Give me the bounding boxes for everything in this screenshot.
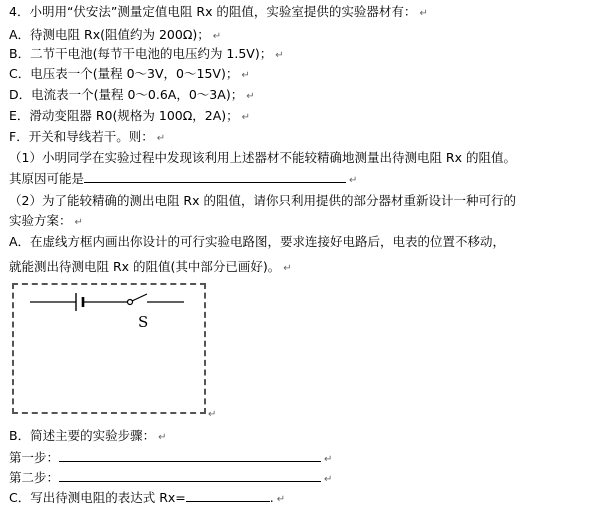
expression-line: C．写出待测电阻的表达式 Rx= . ↵ bbox=[9, 490, 286, 505]
item-c: C．电压表一个(量程 0～3V，0～15V)； ↵ bbox=[9, 66, 250, 81]
part-1-answer-line: 其原因可能是 ↵ bbox=[9, 171, 358, 186]
item-f: F．开关和导线若干。则： ↵ bbox=[9, 129, 166, 144]
paragraph-mark-icon: ↵ bbox=[158, 432, 167, 443]
item-b: B．二节干电池(每节干电池的电压约为 1.5V)； ↵ bbox=[9, 46, 284, 61]
part-1-question: （1）小明同学在实验过程中发现该利用上述器材不能较精确地测量出待测电阻 Rx 的阻值。 bbox=[9, 150, 516, 165]
paragraph-mark-icon: ↵ bbox=[156, 133, 166, 144]
circuit-diagram bbox=[12, 283, 222, 423]
part-2a-instruction: A．在虚线方框内画出你设计的可行实验电路图，要求连接好电路后，电表的位置不移动， bbox=[9, 234, 506, 249]
paragraph-mark-icon: ↵ bbox=[276, 494, 286, 505]
paragraph-mark-icon: ↵ bbox=[241, 112, 251, 123]
paragraph-mark-icon: ↵ bbox=[275, 50, 284, 61]
item-a: A．待测电阻 Rx(阻值约为 200Ω)； ↵ bbox=[9, 27, 222, 42]
step-2-line: 第二步： ↵ bbox=[9, 470, 333, 485]
answer-blank[interactable] bbox=[84, 170, 346, 183]
paragraph-mark-icon: ↵ bbox=[349, 175, 358, 186]
paragraph-mark-icon: ↵ bbox=[74, 217, 83, 228]
paragraph-mark-icon: ↵ bbox=[324, 474, 333, 485]
step-1-blank[interactable] bbox=[59, 449, 321, 462]
item-d: D．电流表一个(量程 0～0.6A，0～3A)； ↵ bbox=[9, 87, 255, 102]
part-2-question: （2）为了能较精确的测出电阻 Rx 的阻值，请你只利用提供的部分器材重新设计一种可行的 bbox=[9, 193, 516, 208]
part-2a-instruction-cont: 就能测出待测电阻 Rx 的阻值(其中部分已画好)。 ↵ bbox=[9, 259, 292, 274]
item-e: E．滑动变阻器 R0(规格为 100Ω，2A)； ↵ bbox=[9, 108, 251, 123]
paragraph-mark-icon: ↵ bbox=[241, 70, 250, 81]
question-title: 4．小明用“伏安法”测量定值电阻 Rx 的阻值，实验室提供的实验器材有： ↵ bbox=[9, 4, 428, 19]
switch-contact-left bbox=[128, 300, 133, 305]
step-1-line: 第一步： ↵ bbox=[9, 450, 333, 465]
step-2-blank[interactable] bbox=[59, 469, 321, 482]
part-2-question-cont: 实验方案： ↵ bbox=[9, 213, 83, 228]
expression-blank[interactable] bbox=[186, 489, 270, 502]
steps-heading: B．简述主要的实验步骤： ↵ bbox=[9, 428, 167, 443]
paragraph-mark-icon: ↵ bbox=[324, 454, 333, 465]
switch-label: S bbox=[138, 313, 149, 331]
paragraph-mark-icon: ↵ bbox=[208, 409, 217, 420]
paragraph-mark-icon: ↵ bbox=[212, 31, 222, 42]
paragraph-mark-icon: ↵ bbox=[246, 91, 255, 102]
paragraph-mark-icon: ↵ bbox=[283, 263, 292, 274]
switch-blade bbox=[132, 294, 147, 301]
paragraph-mark-icon: ↵ bbox=[419, 8, 428, 19]
